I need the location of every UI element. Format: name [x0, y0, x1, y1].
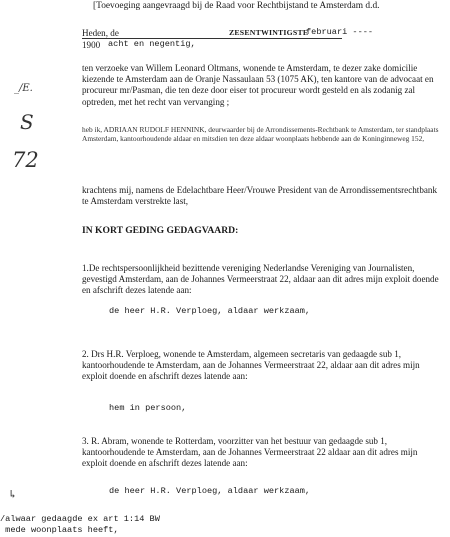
margin-note-2: S [20, 110, 34, 134]
intro-paragraph: ten verzoeke van Willem Leonard Oltmans, wonende te Amsterdam, te dezer zake domicilie kiezende te Amsterdam aan de Oranje Nassaulaan 53 (1075 AK), ten kantore van de advocaat en procureur mr/Pasman, die ten deze door eiser tot procureur wordt gesteld en als zodanig zal optreden, met het recht van vervanging ; [82, 63, 434, 107]
party-3-text: 3. R. Abram, wonende te Rotterdam, voorzitter van het bestuur van gedaagde sub 1, kantoorhoudende te Amsterdam, aan de Johannes Vermeerstraat 22 aldaar aan dit adres mijn exploit doende en afschrift dezes latende aan: [82, 436, 418, 469]
authority-paragraph: krachtens mij, namens de Edelachtbare Heer/Vrouwe President van de Arrondissementsrechtbank te Amsterdam verstrekte last, [82, 185, 437, 207]
footer-mark-icon: ↳ [8, 488, 18, 501]
margin-note-3: 72 [12, 148, 39, 172]
date-month: februari ---- [306, 27, 374, 37]
header-note: [Toevoeging aangevraagd bij de Raad voor Rechtbijstand te Amsterdam d.d. [93, 1, 380, 11]
date-year: 1900 [82, 40, 101, 50]
party-3-served: de heer H.R. Verploeg, aldaar werkzaam, [109, 486, 311, 496]
party-1-text: 1.De rechtspersoonlijkheid bezittende vereniging Nederlandse Vereniging van Journalisten, gevestigd Amsterdam, aan de Johannes Vermeerstraat 22, aldaar aan dit adres mijn exploit doende en afschrift dezes latende aan: [82, 263, 439, 296]
party-2-served: hem in persoon, [109, 403, 187, 413]
margin-note-1: _/E. [14, 83, 33, 94]
date-year-words: acht en negentig, [108, 39, 196, 49]
footer-line-1: /alwaar gedaagde ex art 1:14 BW [0, 514, 160, 524]
footer-line-2: mede woonplaats heeft, [0, 525, 119, 535]
party-1-served: de heer H.R. Verploeg, aldaar werkzaam, [109, 306, 311, 316]
date-heden: Heden, de [82, 28, 119, 38]
summons-heading: IN KORT GEDING GEDAGVAARD: [82, 225, 239, 236]
date-day-stamp: ZESENTWINTIGSTE [229, 28, 309, 37]
bailiff-paragraph: heb ik, ADRIAAN RUDOLF HENNINK, deurwaarder bij de Arrondissements-Rechtbank te Amsterdam, ter standplaats Amsterdam, kantoorhoudende aldaar en mitsdien ten deze aldaar woonplaats hebbende aan de Koninginneweg 152, [82, 125, 439, 143]
party-2-text: 2. Drs H.R. Verploeg, wonende te Amsterdam, algemeen secretaris van gedaagde sub 1, kantoorhoudende te Amsterdam, aan de Johannes Vermeerstraat 22, aldaar aan dit adres mijn exploit doende en afschrift dezes latende aan: [82, 349, 420, 382]
